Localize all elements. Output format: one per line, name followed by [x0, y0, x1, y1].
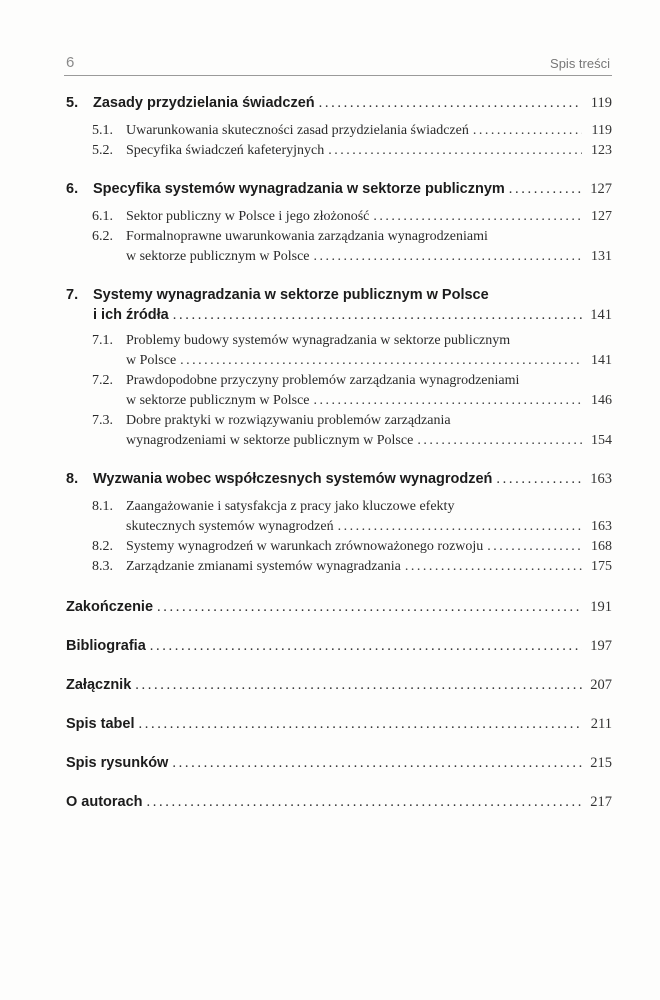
table-of-contents [66, 88, 612, 812]
page-ref: 146 [591, 393, 612, 408]
section-number: 6.1. [92, 209, 113, 224]
page-ref: 211 [590, 716, 612, 732]
page-ref: 131 [591, 249, 612, 264]
dot-leader [157, 597, 582, 617]
chapter-title: Zasady przydzielania świadczeń [93, 95, 315, 111]
section-title-line-2: w sektorze publicznym w Polsce [126, 249, 310, 264]
dot-leader [172, 753, 582, 773]
section-title-line-2: skutecznych systemów wynagrodzeń [126, 519, 334, 534]
section-number: 5.1. [92, 123, 113, 138]
toc-conclusion[interactable] [66, 597, 612, 617]
toc-section-8-2[interactable] [66, 537, 612, 557]
chapter-number: 8. [66, 471, 79, 487]
page-ref: 163 [591, 519, 612, 534]
entry-title: Spis tabel [66, 716, 135, 732]
section-number: 5.2. [92, 143, 113, 158]
chapter-title-line-1: Systemy wynagradzania w sektorze publicznym w Polsce [93, 287, 489, 303]
toc-chapter-5[interactable] [66, 93, 612, 113]
page-ref: 163 [590, 471, 612, 487]
page-ref: 141 [591, 353, 612, 368]
section-number: 7.1. [92, 333, 113, 348]
dot-leader [496, 469, 582, 489]
dot-leader [173, 305, 582, 325]
chapter-title: Specyfika systemów wynagradzania w sektorze publicznym [93, 181, 505, 197]
section-number: 6.2. [92, 229, 113, 244]
section-title-line-1: Zaangażowanie i satysfakcja z pracy jako kluczowe efekty [126, 499, 455, 514]
section-title: Zarządzanie zmianami systemów wynagradzania [126, 559, 401, 574]
dot-leader [147, 792, 582, 812]
page-ref: 175 [591, 559, 612, 574]
page-ref: 154 [591, 433, 612, 448]
page-ref: 123 [591, 143, 612, 158]
toc-section-7-2[interactable] [66, 371, 612, 411]
dot-leader [373, 207, 582, 227]
section-title-line-2: wynagrodzeniami w sektorze publicznym w Polsce [126, 433, 414, 448]
toc-bibliography[interactable] [66, 636, 612, 656]
toc-chapter-7[interactable] [66, 285, 612, 325]
toc-section-8-1[interactable] [66, 497, 612, 537]
section-number: 8.3. [92, 559, 113, 574]
entry-title: Zakończenie [66, 599, 154, 615]
section-number: 8.2. [92, 539, 113, 554]
entry-title: Załącznik [66, 677, 132, 693]
dot-leader [338, 517, 582, 537]
toc-chapter-8[interactable] [66, 469, 612, 489]
page-ref: 141 [590, 307, 612, 323]
section-title-line-2: w Polsce [126, 353, 177, 368]
header-rule [64, 75, 612, 76]
section-number: 7.3. [92, 413, 113, 428]
page-number: 6 [66, 54, 75, 71]
section-number: 8.1. [92, 499, 113, 514]
page-ref: 127 [591, 209, 612, 224]
section-title: Sektor publiczny w Polsce i jego złożoność [126, 209, 370, 224]
toc-chapter-6[interactable] [66, 179, 612, 199]
toc-list-of-figures[interactable] [66, 753, 612, 773]
toc-about-authors[interactable] [66, 792, 612, 812]
chapter-title-line-2: i ich źródła [93, 307, 169, 323]
dot-leader [314, 247, 582, 267]
page-ref: 207 [590, 677, 612, 693]
dot-leader [328, 141, 582, 161]
page-ref: 119 [590, 95, 612, 111]
toc-section-5-2[interactable] [66, 141, 612, 161]
toc-section-7-1[interactable] [66, 331, 612, 371]
section-number: 7.2. [92, 373, 113, 388]
toc-appendix[interactable] [66, 675, 612, 695]
section-title-line-1: Prawdopodobne przyczyny problemów zarządzania wynagrodzeniami [126, 373, 520, 388]
running-title: Spis treści [550, 56, 610, 71]
section-title: Uwarunkowania skuteczności zasad przydzielania świadczeń [126, 123, 469, 138]
section-title-line-2: w sektorze publicznym w Polsce [126, 393, 310, 408]
dot-leader [473, 121, 582, 141]
toc-section-6-1[interactable] [66, 207, 612, 227]
toc-section-6-2[interactable] [66, 227, 612, 267]
page-ref: 197 [590, 638, 612, 654]
entry-title: Bibliografia [66, 638, 146, 654]
dot-leader [509, 179, 582, 199]
dot-leader [487, 537, 582, 557]
entry-title: Spis rysunków [66, 755, 169, 771]
dot-leader [150, 636, 582, 656]
chapter-number: 6. [66, 181, 79, 197]
toc-section-8-3[interactable] [66, 557, 612, 577]
section-title: Systemy wynagrodzeń w warunkach zrównoważonego rozwoju [126, 539, 484, 554]
dot-leader [180, 351, 582, 371]
dot-leader [139, 714, 583, 734]
dot-leader [135, 675, 582, 695]
section-title: Specyfika świadczeń kafeteryjnych [126, 143, 325, 158]
page-ref: 217 [590, 794, 612, 810]
section-title-line-1: Formalnoprawne uwarunkowania zarządzania wynagrodzeniami [126, 229, 488, 244]
dot-leader [314, 391, 582, 411]
dot-leader [319, 93, 582, 113]
page-ref: 191 [590, 599, 612, 615]
entry-title: O autorach [66, 794, 143, 810]
page-ref: 119 [591, 123, 612, 138]
chapter-number: 5. [66, 95, 79, 111]
chapter-number: 7. [66, 287, 79, 303]
toc-list-of-tables[interactable] [66, 714, 612, 734]
section-title-line-1: Problemy budowy systemów wynagradzania w sektorze publicznym [126, 333, 511, 348]
toc-section-5-1[interactable] [66, 121, 612, 141]
chapter-title: Wyzwania wobec współczesnych systemów wynagrodzeń [93, 471, 493, 487]
dot-leader [417, 431, 582, 451]
toc-section-7-3[interactable] [66, 411, 612, 451]
page-ref: 168 [591, 539, 612, 554]
page-ref: 127 [590, 181, 612, 197]
section-title-line-1: Dobre praktyki w rozwiązywaniu problemów zarządzania [126, 413, 451, 428]
dot-leader [405, 557, 582, 577]
page-ref: 215 [590, 755, 612, 771]
